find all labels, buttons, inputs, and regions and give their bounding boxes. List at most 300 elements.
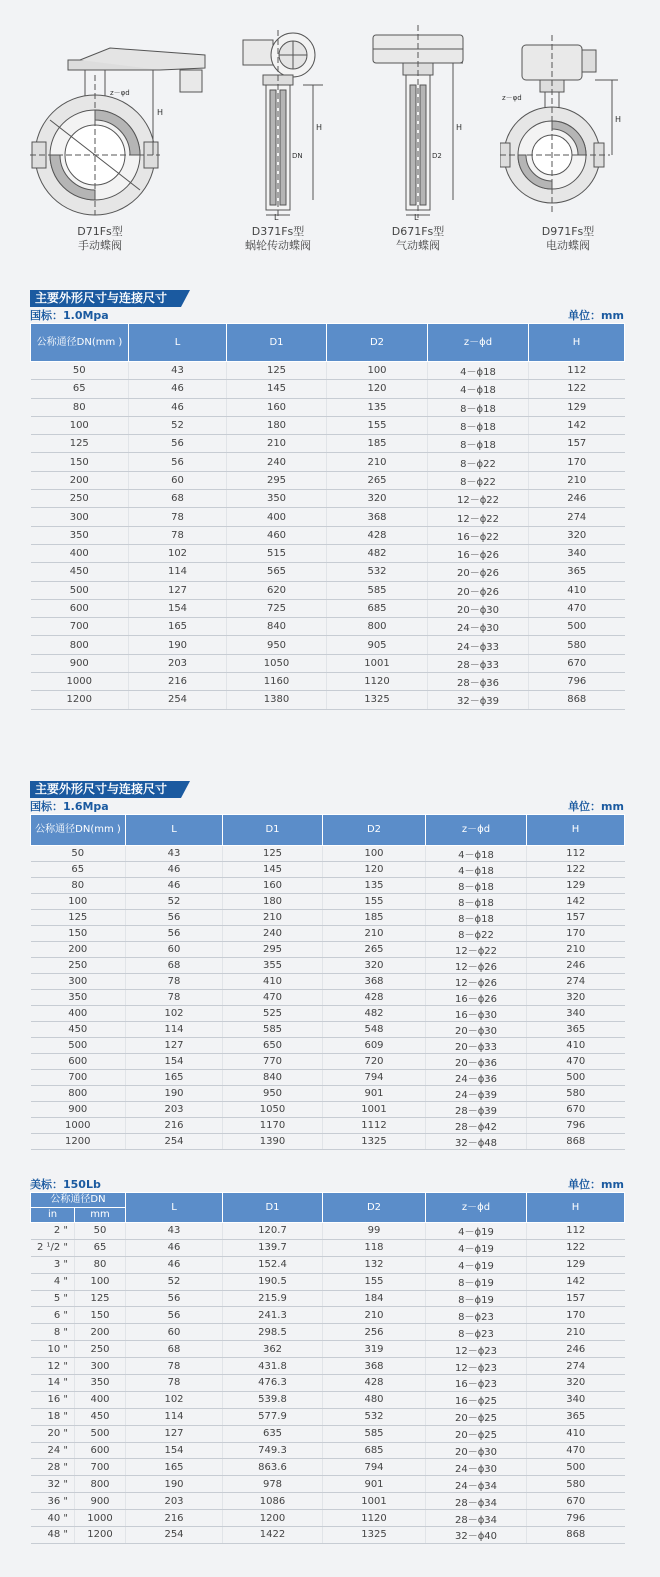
- table-row: [31, 1006, 625, 1022]
- table-cell: 190.5: [223, 1273, 323, 1290]
- table-cell: 120: [323, 862, 426, 878]
- table-cell: 28－ϕ42: [426, 1118, 527, 1134]
- table-cell: 46: [129, 398, 227, 416]
- table-cell: 1001: [327, 654, 428, 672]
- table-cell: 43: [129, 362, 227, 380]
- section-gb-1-6mpa: [30, 778, 624, 1150]
- table-cell: 12 ": [31, 1358, 75, 1375]
- table-cell: 350: [31, 990, 126, 1006]
- table-cell: 32 ": [31, 1476, 75, 1493]
- table-cell: 203: [129, 654, 227, 672]
- table-cell: 450: [31, 563, 129, 581]
- table-row: [31, 1256, 625, 1273]
- table-row: [31, 846, 625, 862]
- table-cell: 320: [527, 1375, 625, 1392]
- table-cell: 12－ϕ22: [428, 490, 529, 508]
- table-cell: 185: [323, 910, 426, 926]
- table-cell: 620: [227, 581, 327, 599]
- table-row: [31, 1134, 625, 1150]
- table-header-row: [31, 815, 625, 846]
- header-d2: D2: [327, 324, 428, 362]
- table-cell: 794: [323, 1070, 426, 1086]
- valve-name: 蜗轮传动蝶阀: [245, 239, 311, 252]
- table-cell: 1001: [323, 1493, 426, 1510]
- table-row: [31, 974, 625, 990]
- table-cell: 4 ": [31, 1273, 75, 1290]
- table-cell: 145: [227, 380, 327, 398]
- table-cell: 539.8: [223, 1391, 323, 1408]
- table-cell: 24－ϕ30: [426, 1459, 527, 1476]
- header-zd: z－ϕd: [428, 324, 529, 362]
- table-cell: 265: [327, 471, 428, 489]
- table-cell: 1001: [323, 1102, 426, 1118]
- table-cell: 350: [227, 490, 327, 508]
- table-cell: 1000: [75, 1510, 126, 1527]
- header-d1: D1: [223, 1193, 323, 1223]
- table-cell: 127: [126, 1038, 223, 1054]
- table-row: [31, 1022, 625, 1038]
- table-cell: 585: [223, 1022, 323, 1038]
- valve-name: 电动蝶阀: [546, 239, 590, 252]
- table-cell: 185: [327, 435, 428, 453]
- table-cell: 180: [223, 894, 323, 910]
- dimension-table-gb-1-0mpa: [30, 323, 625, 710]
- table-cell: 16－ϕ26: [426, 990, 527, 1006]
- table-cell: 60: [129, 471, 227, 489]
- section-title: 主要外形尺寸与连接尺寸: [30, 781, 181, 798]
- valve-name: 手动蝶阀: [78, 239, 122, 252]
- table-cell: 28－ϕ39: [426, 1102, 527, 1118]
- table-row: [31, 380, 625, 398]
- table-cell: 150: [75, 1307, 126, 1324]
- table-cell: 127: [126, 1425, 223, 1442]
- table-cell: 794: [323, 1459, 426, 1476]
- table-cell: 1000: [31, 673, 129, 691]
- table-cell: 365: [527, 1022, 625, 1038]
- table-cell: 20－ϕ26: [428, 581, 529, 599]
- table-row: [31, 1102, 625, 1118]
- table-cell: 190: [126, 1476, 223, 1493]
- section-subheader: [30, 1176, 624, 1192]
- table-cell: 368: [323, 1358, 426, 1375]
- table-cell: 210: [527, 1324, 625, 1341]
- table-cell: 125: [75, 1290, 126, 1307]
- table-cell: 246: [529, 490, 625, 508]
- table-cell: 78: [129, 508, 227, 526]
- table-cell: 216: [129, 673, 227, 691]
- table-cell: 154: [126, 1442, 223, 1459]
- table-cell: 48 ": [31, 1527, 75, 1544]
- table-cell: 319: [323, 1341, 426, 1358]
- table-cell: 127: [129, 581, 227, 599]
- table-row: [31, 926, 625, 942]
- table-cell: 112: [527, 846, 625, 862]
- table-cell: 365: [529, 563, 625, 581]
- table-cell: 157: [527, 1290, 625, 1307]
- table-cell: 1112: [323, 1118, 426, 1134]
- table-cell: 410: [223, 974, 323, 990]
- valve-code: D71Fs型: [77, 225, 123, 238]
- table-cell: 868: [527, 1527, 625, 1544]
- table-row: [31, 1118, 625, 1134]
- table-cell: 8－ϕ18: [428, 398, 529, 416]
- dimension-table-gb-1-6mpa: [30, 814, 625, 1150]
- table-cell: 20－ϕ30: [426, 1022, 527, 1038]
- table-cell: 900: [31, 1102, 126, 1118]
- table-cell: 1160: [227, 673, 327, 691]
- table-cell: 43: [126, 1223, 223, 1240]
- header-in: in: [31, 1208, 75, 1223]
- table-cell: 100: [323, 846, 426, 862]
- table-cell: 24 ": [31, 1442, 75, 1459]
- table-cell: 685: [327, 599, 428, 617]
- header-mm: mm: [75, 1208, 126, 1223]
- table-cell: 532: [327, 563, 428, 581]
- table-cell: 240: [223, 926, 323, 942]
- table-cell: 1200: [31, 691, 129, 709]
- worm-gear-butterfly-valve-diagram: [228, 0, 338, 225]
- table-cell: 770: [223, 1054, 323, 1070]
- table-cell: 300: [75, 1358, 126, 1375]
- manual-butterfly-valve-diagram: [20, 0, 220, 225]
- header-d2: D2: [323, 1193, 426, 1223]
- table-cell: 796: [527, 1510, 625, 1527]
- table-row: [31, 1273, 625, 1290]
- table-cell: 8－ϕ18: [426, 894, 527, 910]
- table-row: [31, 1391, 625, 1408]
- table-cell: 210: [223, 910, 323, 926]
- table-cell: 155: [323, 1273, 426, 1290]
- valve-code: D671Fs型: [391, 225, 445, 238]
- table-cell: 8－ϕ22: [428, 453, 529, 471]
- table-cell: 80: [31, 398, 129, 416]
- table-cell: 900: [31, 654, 129, 672]
- table-row: [31, 990, 625, 1006]
- header-l: L: [126, 1193, 223, 1223]
- table-row: [31, 1527, 625, 1544]
- table-cell: 8－ϕ22: [426, 926, 527, 942]
- dim-h-label: H: [157, 108, 164, 117]
- table-row: [31, 1358, 625, 1375]
- table-cell: 840: [227, 618, 327, 636]
- table-cell: 340: [529, 544, 625, 562]
- table-cell: 16 ": [31, 1391, 75, 1408]
- table-cell: 1200: [75, 1527, 126, 1544]
- table-cell: 800: [31, 1086, 126, 1102]
- table-cell: 4－ϕ18: [428, 362, 529, 380]
- table-cell: 246: [527, 958, 625, 974]
- table-cell: 905: [327, 636, 428, 654]
- table-cell: 50: [31, 362, 129, 380]
- table-cell: 295: [223, 942, 323, 958]
- header-dn: 公称通径DN(mm ): [31, 815, 126, 846]
- valve-code: D971Fs型: [541, 225, 595, 238]
- table-cell: 410: [527, 1038, 625, 1054]
- table-cell: 32－ϕ48: [426, 1134, 527, 1150]
- table-row: [31, 654, 625, 672]
- table-cell: 132: [323, 1256, 426, 1273]
- unit-label: 单位：mm: [568, 800, 624, 813]
- table-cell: 1170: [223, 1118, 323, 1134]
- table-row: [31, 563, 625, 581]
- table-cell: 28－ϕ34: [426, 1493, 527, 1510]
- table-cell: 8－ϕ22: [428, 471, 529, 489]
- table-cell: 548: [323, 1022, 426, 1038]
- table-cell: 56: [126, 910, 223, 926]
- table-cell: 580: [527, 1476, 625, 1493]
- table-header-row: [31, 1193, 625, 1208]
- table-cell: 28－ϕ33: [428, 654, 529, 672]
- table-row: [31, 1290, 625, 1307]
- table-cell: 46: [126, 862, 223, 878]
- table-cell: 840: [223, 1070, 323, 1086]
- table-cell: 320: [529, 526, 625, 544]
- table-cell: 160: [227, 398, 327, 416]
- table-cell: 250: [75, 1341, 126, 1358]
- table-cell: 532: [323, 1408, 426, 1425]
- table-cell: 102: [126, 1391, 223, 1408]
- table-row: [31, 636, 625, 654]
- table-cell: 142: [527, 1273, 625, 1290]
- table-cell: 274: [527, 974, 625, 990]
- table-row: [31, 416, 625, 434]
- table-cell: 10 ": [31, 1341, 75, 1358]
- table-cell: 585: [327, 581, 428, 599]
- table-cell: 114: [126, 1408, 223, 1425]
- header-d2: D2: [323, 815, 426, 846]
- table-row: [31, 526, 625, 544]
- table-cell: 650: [223, 1038, 323, 1054]
- table-cell: 100: [327, 362, 428, 380]
- table-cell: 580: [527, 1086, 625, 1102]
- table-cell: 125: [31, 910, 126, 926]
- table-cell: 203: [126, 1102, 223, 1118]
- table-cell: 482: [327, 544, 428, 562]
- table-cell: 160: [223, 878, 323, 894]
- table-cell: 28－ϕ36: [428, 673, 529, 691]
- table-cell: 265: [323, 942, 426, 958]
- table-cell: 16－ϕ22: [428, 526, 529, 544]
- table-cell: 240: [227, 453, 327, 471]
- table-cell: 450: [75, 1408, 126, 1425]
- table-cell: 863.6: [223, 1459, 323, 1476]
- table-cell: 114: [126, 1022, 223, 1038]
- table-cell: 50: [31, 846, 126, 862]
- table-cell: 901: [323, 1086, 426, 1102]
- dimension-table-ansi-150lb: [30, 1192, 625, 1544]
- table-cell: 5 ": [31, 1290, 75, 1307]
- table-row: [31, 878, 625, 894]
- table-cell: 28 ": [31, 1459, 75, 1476]
- table-cell: 210: [227, 435, 327, 453]
- table-cell: 24－ϕ34: [426, 1476, 527, 1493]
- table-cell: 298.5: [223, 1324, 323, 1341]
- table-cell: 410: [527, 1425, 625, 1442]
- table-row: [31, 673, 625, 691]
- unit-label: 单位：mm: [568, 309, 624, 322]
- table-row: [31, 490, 625, 508]
- table-cell: 120.7: [223, 1223, 323, 1240]
- table-cell: 1000: [31, 1118, 126, 1134]
- table-row: [31, 1223, 625, 1240]
- table-row: [31, 1086, 625, 1102]
- table-cell: 350: [75, 1375, 126, 1392]
- table-cell: 900: [75, 1493, 126, 1510]
- table-cell: 274: [529, 508, 625, 526]
- table-row: [31, 544, 625, 562]
- table-cell: 4－ϕ19: [426, 1256, 527, 1273]
- table-cell: 355: [223, 958, 323, 974]
- table-cell: 670: [527, 1493, 625, 1510]
- table-cell: 50: [75, 1223, 126, 1240]
- table-cell: 78: [126, 1358, 223, 1375]
- table-cell: 180: [227, 416, 327, 434]
- table-cell: 52: [129, 416, 227, 434]
- table-cell: 20 ": [31, 1425, 75, 1442]
- table-cell: 20－ϕ30: [426, 1442, 527, 1459]
- table-cell: 16－ϕ30: [426, 1006, 527, 1022]
- table-cell: 112: [527, 1223, 625, 1240]
- table-cell: 78: [126, 974, 223, 990]
- table-cell: 12－ϕ23: [426, 1341, 527, 1358]
- table-cell: 428: [323, 990, 426, 1006]
- table-cell: 320: [323, 958, 426, 974]
- table-cell: 12－ϕ26: [426, 974, 527, 990]
- table-cell: 500: [529, 618, 625, 636]
- table-cell: 350: [31, 526, 129, 544]
- table-cell: 2 ": [31, 1223, 75, 1240]
- table-row: [31, 1510, 625, 1527]
- header-zd: z－ϕd: [426, 815, 527, 846]
- standard-label: 美标：150Lb: [30, 1178, 101, 1191]
- table-cell: 1422: [223, 1527, 323, 1544]
- table-cell: 24－ϕ30: [428, 618, 529, 636]
- table-cell: 112: [529, 362, 625, 380]
- table-cell: 1086: [223, 1493, 323, 1510]
- valve-caption-d971: [513, 225, 623, 253]
- valve-caption-d71: [45, 225, 155, 253]
- table-cell: 868: [529, 691, 625, 709]
- table-body: [31, 1223, 625, 1544]
- table-cell: 12－ϕ23: [426, 1358, 527, 1375]
- valve-code: D371Fs型: [251, 225, 305, 238]
- table-cell: 600: [31, 1054, 126, 1070]
- table-cell: 154: [129, 599, 227, 617]
- table-cell: 868: [527, 1134, 625, 1150]
- header-h: H: [527, 815, 625, 846]
- table-row: [31, 1476, 625, 1493]
- table-cell: 142: [529, 416, 625, 434]
- table-cell: 65: [31, 380, 129, 398]
- table-cell: 210: [527, 942, 625, 958]
- valve-drawing-d671: [368, 0, 478, 225]
- table-cell: 254: [129, 691, 227, 709]
- table-cell: 368: [327, 508, 428, 526]
- dim-d2-label: D2: [432, 152, 442, 160]
- valve-drawings: [0, 0, 660, 262]
- table-cell: 122: [529, 380, 625, 398]
- table-cell: 12－ϕ22: [426, 942, 527, 958]
- header-h: H: [527, 1193, 625, 1223]
- electric-butterfly-valve-diagram: [500, 0, 640, 225]
- table-cell: 150: [31, 453, 129, 471]
- table-cell: 700: [75, 1459, 126, 1476]
- table-cell: 246: [527, 1341, 625, 1358]
- table-cell: 796: [529, 673, 625, 691]
- table-cell: 100: [75, 1273, 126, 1290]
- table-cell: 8－ϕ18: [426, 878, 527, 894]
- table-cell: 190: [126, 1086, 223, 1102]
- table-cell: 28－ϕ34: [426, 1510, 527, 1527]
- table-cell: 400: [227, 508, 327, 526]
- valve-drawing-d371: [228, 0, 338, 225]
- table-cell: 8－ϕ19: [426, 1290, 527, 1307]
- table-cell: 210: [327, 453, 428, 471]
- table-cell: 16－ϕ25: [426, 1391, 527, 1408]
- table-cell: 43: [126, 846, 223, 862]
- table-cell: 250: [31, 490, 129, 508]
- table-cell: 1200: [31, 1134, 126, 1150]
- table-cell: 12－ϕ22: [428, 508, 529, 526]
- table-cell: 796: [527, 1118, 625, 1134]
- table-cell: 500: [527, 1070, 625, 1086]
- table-cell: 157: [529, 435, 625, 453]
- table-cell: 362: [223, 1341, 323, 1358]
- table-row: [31, 508, 625, 526]
- unit-label: 单位：mm: [568, 1178, 624, 1191]
- table-cell: 254: [126, 1134, 223, 1150]
- table-body: [31, 846, 625, 1150]
- table-cell: 1050: [227, 654, 327, 672]
- table-cell: 4－ϕ18: [426, 862, 527, 878]
- header-l: L: [126, 815, 223, 846]
- table-cell: 428: [327, 526, 428, 544]
- header-h: H: [529, 324, 625, 362]
- table-cell: 1050: [223, 1102, 323, 1118]
- table-cell: 46: [129, 380, 227, 398]
- table-row: [31, 958, 625, 974]
- table-cell: 56: [126, 1290, 223, 1307]
- table-cell: 60: [126, 1324, 223, 1341]
- table-cell: 52: [126, 894, 223, 910]
- table-cell: 203: [126, 1493, 223, 1510]
- table-row: [31, 1375, 625, 1392]
- table-cell: 670: [527, 1102, 625, 1118]
- table-cell: 78: [129, 526, 227, 544]
- table-row: [31, 618, 625, 636]
- table-row: [31, 1442, 625, 1459]
- table-cell: 100: [31, 416, 129, 434]
- table-cell: 500: [31, 1038, 126, 1054]
- table-cell: 431.8: [223, 1358, 323, 1375]
- dim-dn-label: DN: [292, 152, 303, 160]
- table-cell: 300: [31, 508, 129, 526]
- table-row: [31, 1324, 625, 1341]
- table-cell: 122: [527, 862, 625, 878]
- table-cell: 580: [529, 636, 625, 654]
- table-cell: 150: [31, 926, 126, 942]
- valve-caption-d671: [363, 225, 473, 253]
- table-row: [31, 435, 625, 453]
- table-cell: 500: [527, 1459, 625, 1476]
- table-cell: 135: [323, 878, 426, 894]
- dim-h-label: H: [615, 115, 622, 124]
- table-row: [31, 1493, 625, 1510]
- table-cell: 256: [323, 1324, 426, 1341]
- table-cell: 155: [323, 894, 426, 910]
- table-cell: 65: [75, 1239, 126, 1256]
- table-cell: 152.4: [223, 1256, 323, 1273]
